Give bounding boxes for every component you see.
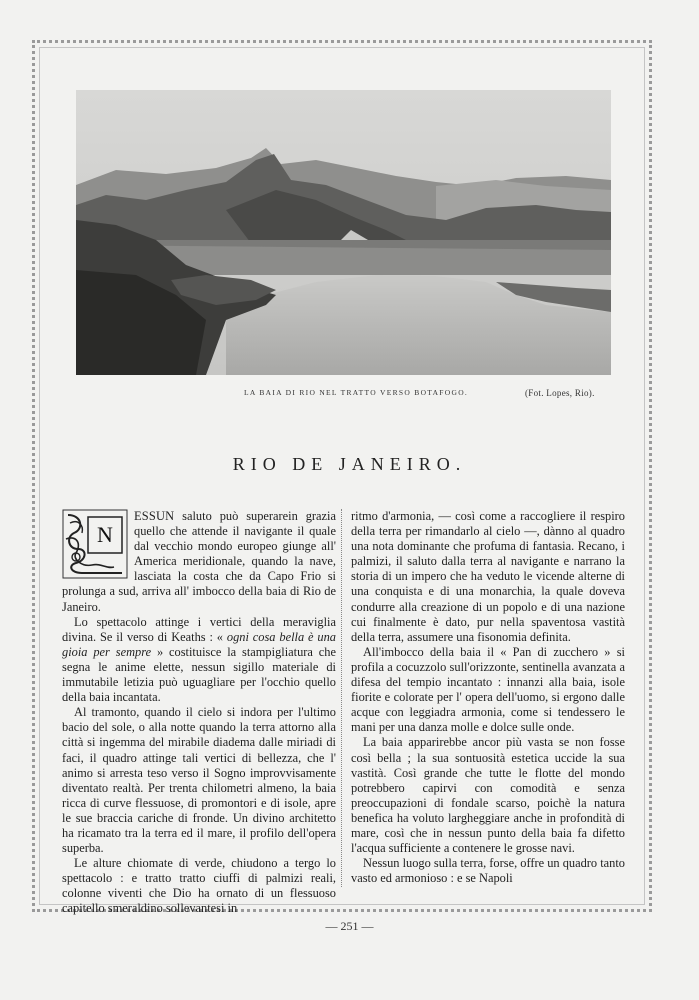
keats-quote: ogni cosa bella è una gioia per sempre	[62, 629, 336, 659]
column-divider	[341, 509, 343, 887]
paragraph: Nessun luogo sulla terra, forse, offre un quadro tanto vasto ed armonioso : e se Napoli	[351, 856, 625, 886]
paragraph	[62, 615, 336, 706]
article-right-column	[351, 509, 625, 886]
paragraph-text: saluto può superarein grazia quello che attende il navigante il quale dal vecchio mondo europeo giunge all' America meridionale, quando la nave, lasciata la costa che da Capo Frio si prolunga a sud, arriva all' imbocco della baia di Rio de Janeiro.	[62, 509, 336, 614]
ornamental-dropcap	[62, 509, 128, 579]
first-word: ESSUN	[134, 509, 175, 523]
photo-caption: LA BAIA DI RIO NEL TRATTO VERSO BOTAFOGO.	[244, 388, 469, 397]
article-title: RIO DE JANEIRO.	[232, 454, 467, 474]
article-left-column	[62, 509, 336, 917]
paragraph-text: » costituisce la stampigliatura che segna le anime elette, nessun sigillo materiale di immutabile letizia può uguagliare per l'occhio quello della baia incantata.	[62, 644, 336, 705]
bay-photograph	[76, 90, 611, 375]
paragraph: ritmo d'armonia, — così come a raccogliere il respiro della terra per rimandarlo al cielo —, dànno al quadro una nota dominante che profuma di fantasia. Recano, i palmizi, il saluto dalla terra al navigante e narrano la storia di un impero che ha veduto le vicende alterne di una conquista e di una monarchia, la quale doveva condurre alla creazione di un popolo e di una nazione cui finalmente è dato, pur nella spaventosa vastità della terra, assumere una fisonomia definita.	[351, 509, 625, 644]
page-number: — 251 —	[325, 919, 374, 933]
photo-credit: (Fot. Lopes, Rio).	[525, 388, 595, 398]
paragraph: Le alture chiomate di verde, chiudono a tergo lo spettacolo : e tratto tratto ciuffi di palmizi reali, colonne viventi che Dio ha ornato di un flessuoso capitello smeraldino sollevantesi in	[62, 856, 336, 916]
paragraph: Al tramonto, quando il cielo si indora per l'ultimo bacio del sole, o alla notte quando la terra attorno alla città si ingemma del mirabile diadema dalle miriadi di faci, il quadro attinge tali vertici di bellezza, che l' animo si arresta teso verso il Sogno improvvisamente diventato realtà. Per trenta chilometri almeno, la baia ricca di curve flessuose, di promontori e di isole, apre le sue braccia cariche di fronde. Un divino architetto ha ricamato tra la terra ed il mare, il profilo dell'opera superba.	[62, 705, 336, 856]
paragraph: All'imbocco della baia il « Pan di zucchero » si profila a cocuzzolo sull'orizzonte, sentinella avanzata a difesa del tempio incantato : innanzi alla baia, isole fiorite e colorate per l' opera dell'uomo, si ergono dalle acque con leggiadra armonia, come si tendessero le mani per una danza molle e dolce sulle onde.	[351, 644, 625, 735]
dropcap-letter: N	[97, 522, 113, 547]
paragraph-text: Lo spettacolo attinge i vertici della meraviglia divina. Se il verso di Keaths : «	[62, 614, 336, 644]
paragraph: La baia apparirebbe ancor più vasta se non fosse così bella ; la sua sontuosità estetica uccide la sua vastità. Così grande che tutte le flotte del mondo potrebbero capirvi con comodità e senza preoccupazioni di fondale scarso, poichè la natura benefica ha voluto largheggiare anche in profondità di mare, così che in nessun punto della baia fa difetto l'acqua sufficiente a contenere le grosse navi.	[351, 735, 625, 856]
